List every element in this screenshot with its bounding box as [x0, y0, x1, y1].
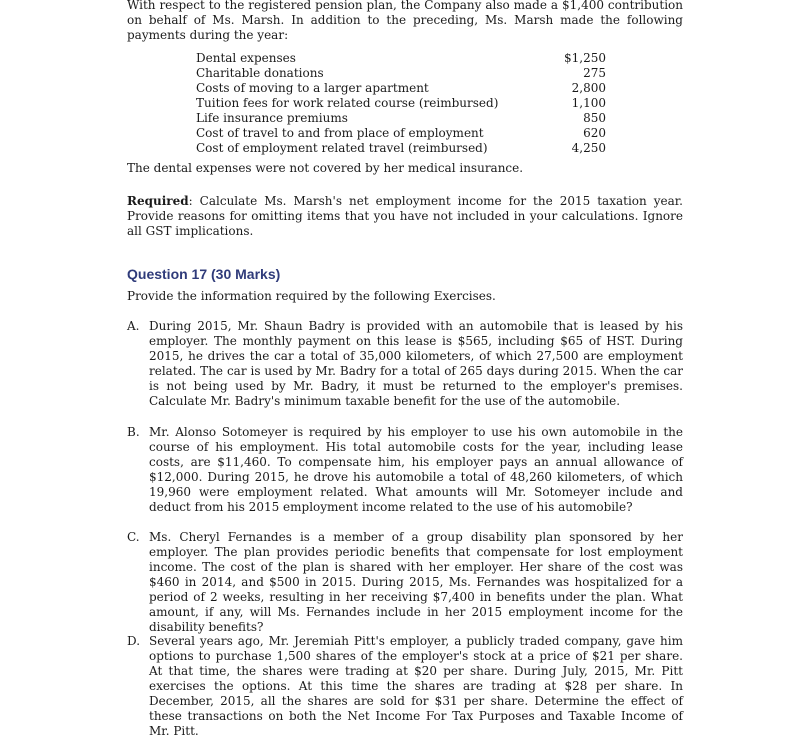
payment-label: Tuition fees for work related course (reimbursed)	[196, 96, 499, 110]
question-title: Question 17 (30 Marks)	[127, 266, 281, 282]
payments-list	[196, 51, 606, 156]
exercise-text: Several years ago, Mr. Jeremiah Pitt's employer, a publicly traded company, gave him options to purchase 1,500 shares of the employer's stock at a price of $21 per share. At that time, the shares were trading at $20 per share. During July, 2015, Mr. Pitt exercises the options. At this time the shares are trading at $28 per share. In December, 2015, all the shares are sold for $31 per share. Determine the effect of these transactions on both the Net Income For Tax Purposes and Taxable Income of Mr. Pitt.	[149, 634, 683, 738]
exercise-d	[127, 634, 683, 739]
payment-row	[196, 51, 606, 66]
payment-amount: 275	[583, 66, 606, 80]
payment-amount: 1,100	[571, 96, 606, 110]
exercise-letter: D.	[127, 634, 141, 648]
intro-paragraph: With respect to the registered pension plan, the Company also made a $1,400 contribution on behalf of Ms. Marsh. In addition to the preceding, Ms. Marsh made the following payments during the year:	[127, 0, 683, 42]
payment-row	[196, 66, 606, 81]
payment-amount: 2,800	[571, 81, 606, 95]
exercise-c	[127, 530, 683, 635]
payment-row	[196, 126, 606, 141]
exercise-a	[127, 319, 683, 409]
payment-label: Life insurance premiums	[196, 111, 348, 125]
payment-row	[196, 96, 606, 111]
required-paragraph	[127, 194, 683, 239]
exercise-letter: B.	[127, 425, 140, 439]
payment-label: Cost of employment related travel (reimbursed)	[196, 141, 488, 155]
exercise-text: During 2015, Mr. Shaun Badry is provided with an automobile that is leased by his employer. The monthly payment on this lease is $565, including $65 of HST. During 2015, he drives the car a total of 35,000 kilometers, of which 27,500 are employment related. The car is used by Mr. Badry for a total of 265 days during 2015. When the car is not being used by Mr. Badry, it must be returned to the employer's premises. Calculate Mr. Badry's minimum taxable benefit for the use of the automobile.	[149, 319, 683, 408]
exercise-letter: A.	[127, 319, 140, 333]
payment-row	[196, 141, 606, 156]
payment-amount: 4,250	[571, 141, 606, 155]
payment-amount: 620	[583, 126, 606, 140]
required-label: Required	[127, 194, 189, 208]
payment-label: Costs of moving to a larger apartment	[196, 81, 429, 95]
exercise-b	[127, 425, 683, 515]
payment-row	[196, 111, 606, 126]
payment-row	[196, 81, 606, 96]
payment-label: Dental expenses	[196, 51, 296, 65]
payment-label: Charitable donations	[196, 66, 324, 80]
exercise-text: Mr. Alonso Sotomeyer is required by his employer to use his own automobile in the course of his employment. His total automobile costs for the year, including lease costs, are $11,460. To compensate him, his employer pays an annual allowance of $12,000. During 2015, he drove his automobile a total of 48,260 kilometers, of which 19,960 were employment related. What amounts will Mr. Sotomeyer include and deduct from his 2015 employment income related to the use of his automobile?	[149, 425, 683, 514]
payment-amount: $1,250	[564, 51, 606, 65]
payment-label: Cost of travel to and from place of employment	[196, 126, 484, 140]
payment-amount: 850	[583, 111, 606, 125]
exercise-text: Ms. Cheryl Fernandes is a member of a group disability plan sponsored by her employer. The plan provides periodic benefits that compensate for lost employment income. The cost of the plan is shared with her employer. Her share of the cost was $460 in 2014, and $500 in 2015. During 2015, Ms. Fernandes was hospitalized for a period of 2 weeks, resulting in her receiving $7,400 in benefits under the plan. What amount, if any, will Ms. Fernandes include in her 2015 employment income for the disability benefits?	[149, 530, 683, 634]
question-intro: Provide the information required by the following Exercises.	[127, 289, 496, 303]
required-text: : Calculate Ms. Marsh's net employment income for the 2015 taxation year. Provide reasons for omitting items that you have not included in your calculations. Ignore all GST implications.	[127, 194, 683, 238]
exercise-letter: C.	[127, 530, 140, 544]
dental-note: The dental expenses were not covered by her medical insurance.	[127, 161, 524, 175]
